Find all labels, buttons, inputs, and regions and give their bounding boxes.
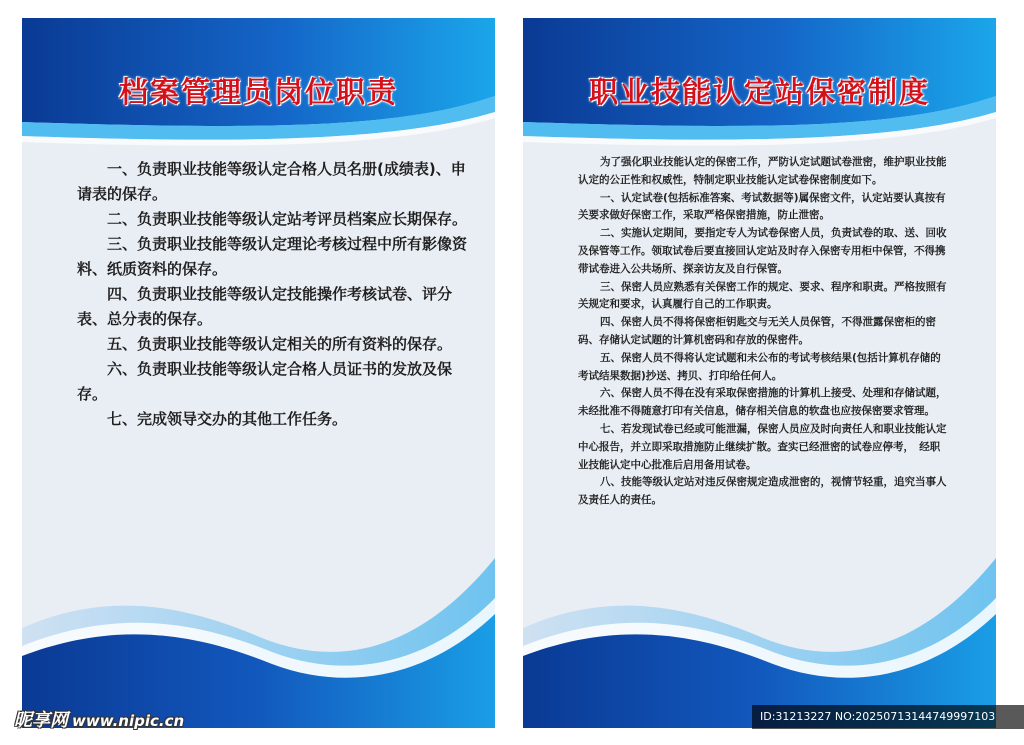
- header-banner: [523, 18, 996, 153]
- right-poster: [523, 18, 996, 728]
- list-item: 七、完成领导交办的其他工作任务。: [107, 410, 348, 428]
- list-item: 四、负责职业技能等级认定技能操作考核试卷、评分表、总分表的保存。: [77, 285, 453, 328]
- paragraph: 七、若发现试卷已经或可能泄漏，保密人员应及时向责任人和职业技能认定中心报告，并立即采取措施防止继续扩散。查实已经泄密的试卷应停考， 经职业技能认定中心批准后启用备用试卷。: [578, 422, 947, 471]
- list-item: 六、负责职业技能等级认定合格人员证书的发放及保存。: [77, 360, 453, 403]
- paragraph: 为了强化职业技能认定的保密工作，严防认定试题试卷泄密，维护职业技能认定的公正性和权威性，特制定职业技能认定试卷保密制度如下。: [578, 156, 947, 186]
- footer-wave: [523, 558, 996, 728]
- image-id-bar: ID:31213227 NO:20250713144749997103: [752, 705, 1024, 729]
- watermark-logo-text: 昵享网: [14, 710, 68, 731]
- list-item: 二、负责职业技能等级认定站考评员档案应长期保存。: [107, 210, 468, 228]
- paragraph: 一、认定试卷(包括标准答案、考试数据等)属保密文件，认定站要认真按有关要求做好保密工作，采取严格保密措施，防止泄密。: [578, 191, 946, 222]
- poster-title: 职业技能认定站保密制度: [588, 75, 930, 109]
- list-item: 一、负责职业技能等级认定合格人员名册(成绩表)、申请表的保存。: [77, 160, 466, 203]
- paragraph: 三、保密人员应熟悉有关保密工作的规定、要求、程序和职责。严格按照有关规定和要求，认真履行自己的工作职责。: [578, 280, 947, 311]
- policy-text: [578, 154, 948, 510]
- paragraph: 六、保密人员不得在没有采取保密措施的计算机上接受、处理和存储试题，未经批准不得随意打印有关信息，储存相关信息的软盘也应按保密要求管理。: [578, 387, 947, 418]
- paragraph: 四、保密人员不得将保密柜钥匙交与无关人员保管，不得泄露保密柜的密码、存储认定试题的计算机密码和存放的保密件。: [578, 316, 936, 346]
- footer-wave: [22, 558, 495, 728]
- paragraph: 五、保密人员不得将认定试题和未公布的考试考核结果(包括计算机存储的考试结果数据)抄送、拷贝、打印给任何人。: [578, 351, 941, 382]
- watermark-url: www.nipic.cn: [72, 712, 185, 730]
- duty-list: [77, 157, 467, 432]
- poster-title: 档案管理员岗位职责: [118, 75, 398, 109]
- paragraph: 二、实施认定期间，要指定专人为试卷保密人员，负责试卷的取、送、回收及保管等工作。领取试卷后要直接回认定站及时存入保密专用柜中保管，不得携带试卷进入公共场所、探亲访友及自行保管。: [578, 227, 947, 275]
- left-poster: [22, 18, 495, 728]
- site-watermark: [14, 706, 184, 732]
- paragraph: 八、技能等级认定站对违反保密规定造成泄密的，视情节轻重，追究当事人及责任人的责任。: [578, 476, 947, 507]
- list-item: 五、负责职业技能等级认定相关的所有资料的保存。: [107, 335, 453, 353]
- list-item: 三、负责职业技能等级认定理论考核过程中所有影像资料、纸质资料的保存。: [77, 235, 468, 278]
- header-banner: [22, 18, 495, 153]
